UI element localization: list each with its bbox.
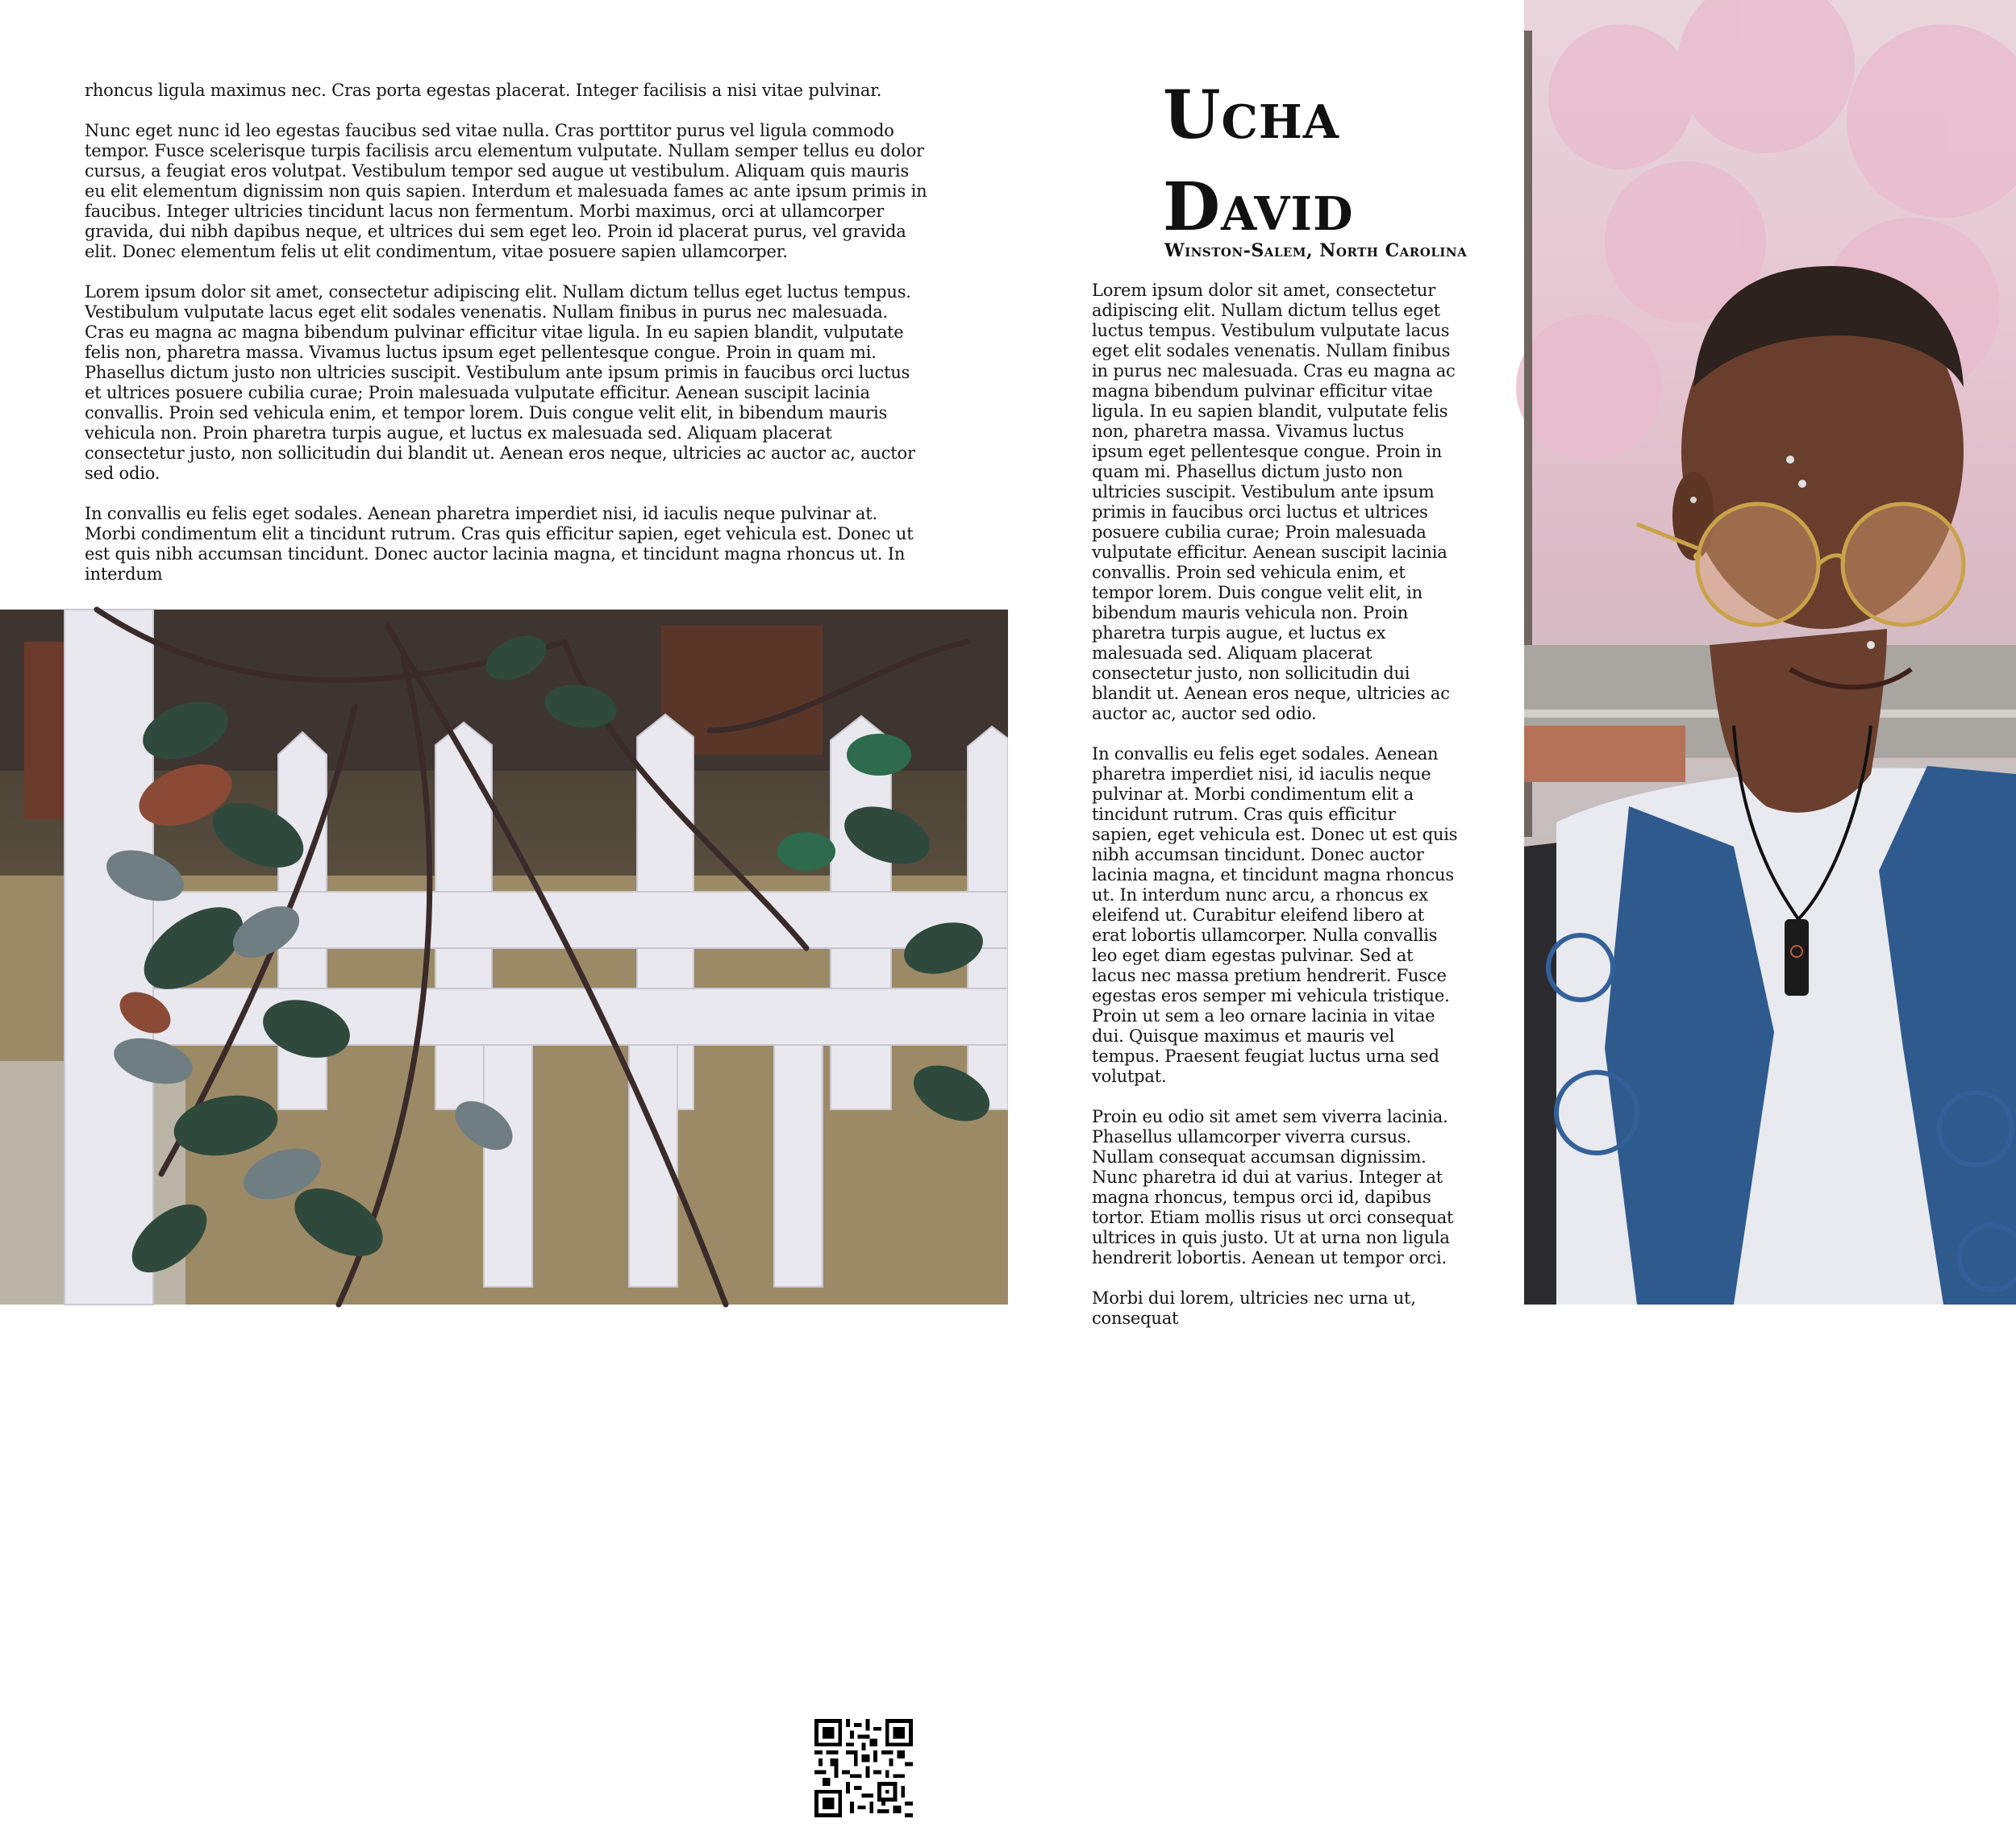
garden-fence-photo bbox=[0, 610, 1008, 1305]
paragraph: Lorem ipsum dolor sit amet, consectetur adipiscing elit. Nullam dictum tellus eget luctus tempus. Vestibulum vulputate lacus eget elit sodales venenatis. Nullam finibus in purus nec malesuada. Cras eu magna ac magna bibendum pulvinar efficitur vitae ligula. In eu sapien blandit, vulputate felis non, pharetra massa. Vivamus luctus ipsum eget pellentesque congue. Proin in quam mi. Phasellus dictum justo non ultricies suscipit. Vestibulum ante ipsum primis in faucibus orci luctus et ultrices posuere cubilia curae; Proin malesuada vulputate efficitur. Aenean suscipit lacinia convallis. Proin sed vehicula enim, et tempor lorem. Duis congue velit elit, in bibendum mauris vehicula non. Proin pharetra turpis augue, et luctus ex malesuada sed. Aliquam placerat consectetur justo, non sollicitudin dui blandit ut. Aenean eros neque, ultricies ac auctor ac, auctor sed odio. bbox=[85, 282, 915, 483]
location-subtitle: Winston-Salem, North Carolina bbox=[1164, 240, 1468, 261]
portrait-photo bbox=[1524, 0, 2016, 1305]
right-article-column bbox=[1092, 281, 1459, 1349]
qr-code[interactable] bbox=[814, 1719, 923, 1827]
paragraph: Lorem ipsum dolor sit amet, consectetur adipiscing elit. Nullam dictum tellus eget luctus tempus. Vestibulum vulputate lacus eget elit sodales venenatis. Nullam finibus in purus nec malesuada. Cras eu magna ac magna bibendum pulvinar efficitur vitae ligula. In eu sapien blandit, vulputate felis non, pharetra massa. Vivamus luctus ipsum eget pellentesque congue. Proin in quam mi. Phasellus dictum justo non ultricies suscipit. Vestibulum ante ipsum primis in faucibus orci luctus et ultrices posuere cubilia curae; Proin malesuada vulputate efficitur. Aenean suscipit lacinia convallis. Proin sed vehicula enim, et tempor lorem. Duis congue velit elit, in bibendum mauris vehicula non. Proin pharetra turpis augue, et luctus ex malesuada sed. Aliquam placerat consectetur justo, non sollicitudin dui blandit ut. Aenean eros neque, ultricies ac auctor ac, auctor sed odio. bbox=[1092, 281, 1456, 723]
paragraph: In convallis eu felis eget sodales. Aenean pharetra imperdiet nisi, id iaculis neque pulvinar at. Morbi condimentum elit a tincidunt rutrum. Cras quis efficitur sapien, eget vehicula est. Donec ut est quis nibh accumsan tincidunt. Donec auctor lacinia magna, et tincidunt magna rhoncus ut. In interdum bbox=[85, 504, 914, 584]
portrait-illustration bbox=[1524, 0, 2016, 1305]
title-last-name: David bbox=[1163, 169, 1354, 246]
paragraph: Nunc eget nunc id leo egestas faucibus sed vitae nulla. Cras porttitor purus vel ligula commodo tempor. Fusce scelerisque turpis facilisis arcu elementum vulputate. Nullam semper tellus eu dolor cursus, a feugiat eros volutpat. Vestibulum tempor sed augue ut vestibulum. Aliquam quis mauris eu elit elementum dignissim non quis sapien. Interdum et malesuada fames ac ante ipsum primis in faucibus. Integer ultricies tincidunt lacus non fermentum. Morbi maximus, orci at ullamcorper gravida, dui nibh dapibus neque, et ultrices dui sem eget leo. Proin id placerat purus, vel gravida elit. Donec elementum felis ut elit condimentum, vitae posuere sapien ullamcorper. bbox=[85, 121, 927, 261]
article-title bbox=[1163, 69, 1354, 253]
paragraph: rhoncus ligula maximus nec. Cras porta egestas placerat. Integer facilisis a nisi vitae pulvinar. bbox=[85, 81, 882, 100]
title-first-name: Ucha bbox=[1163, 77, 1339, 154]
left-page bbox=[0, 0, 1008, 1305]
left-article-column bbox=[85, 81, 927, 605]
right-page bbox=[1008, 0, 2016, 1328]
paragraph: Proin eu odio sit amet sem viverra lacinia. Phasellus ullamcorper viverra cursus. Nullam consequat accumsan dignissim. Nunc pharetra id dui at varius. Integer at magna rhoncus, tempus orci id, dapibus tortor. Etiam mollis risus ut orci consequat ultrices in quis justo. Ut at urna non ligula hendrerit lobortis. Aenean ut tempor orci. bbox=[1092, 1107, 1454, 1267]
paragraph: In convallis eu felis eget sodales. Aenean pharetra imperdiet nisi, id iaculis neque pulvinar at. Morbi condimentum elit a tincidunt rutrum. Cras quis efficitur sapien, eget vehicula est. Donec ut est quis nibh accumsan tincidunt. Donec auctor lacinia magna, et tincidunt magna rhoncus ut. In interdum nunc arcu, a rhoncus ex eleifend ut. Curabitur eleifend libero at erat lobortis ullamcorper. Nulla convallis leo eget diam egestas pulvinar. Sed at lacus nec massa pretium hendrerit. Fusce egestas eros semper mi vehicula tristique. Proin ut sem a leo ornare lacinia in vitae dui. Quisque maximus et mauris vel tempus. Praesent feugiat luctus urna sed volutpat. bbox=[1092, 744, 1458, 1086]
paragraph: Morbi dui lorem, ultricies nec urna ut, consequat bbox=[1092, 1288, 1416, 1328]
qr-code-pattern bbox=[814, 1719, 913, 1817]
garden-photo-illustration bbox=[0, 610, 1008, 1305]
